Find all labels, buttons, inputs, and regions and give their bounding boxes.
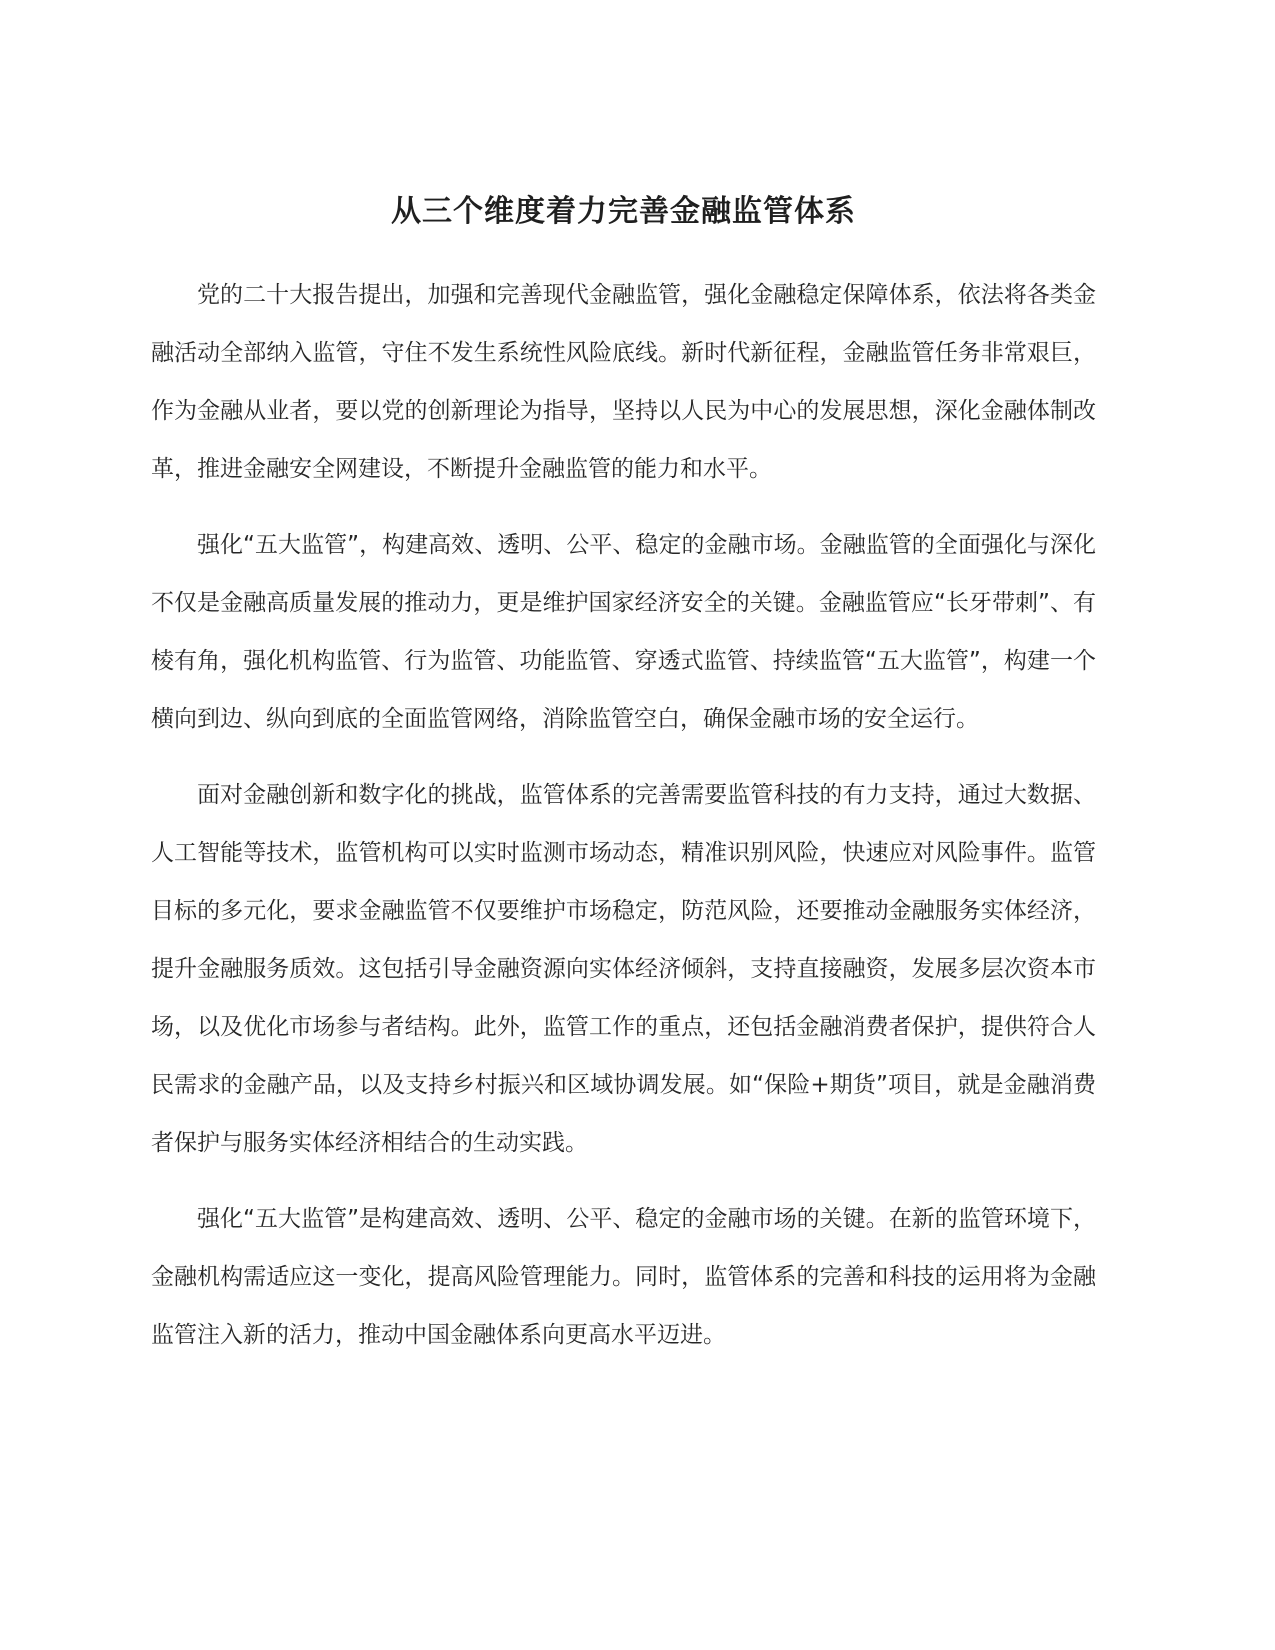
- paragraph-3: 面对金融创新和数字化的挑战，监管体系的完善需要监管科技的有力支持，通过大数据、人工智能等技术，监管机构可以实时监测市场动态，精准识别风险，快速应对风险事件。监管目标的多元化，要求金融监管不仅要维护市场稳定，防范风险，还要推动金融服务实体经济，提升金融服务质效。这包括引导金融资源向实体经济倾斜，支持直接融资，发展多层次资本市场，以及优化市场参与者结构。此外，监管工作的重点，还包括金融消费者保护，提供符合人民需求的金融产品，以及支持乡村振兴和区域协调发展。如“保险+期货”项目，就是金融消费者保护与服务实体经济相结合的生动实践。: [151, 782, 1096, 1156]
- paragraph-4: 强化“五大监管”是构建高效、透明、公平、稳定的金融市场的关键。在新的监管环境下，金融机构需适应这一变化，提高风险管理能力。同时，监管体系的完善和科技的运用将为金融监管注入新的活力，推动中国金融体系向更高水平迈进。: [151, 1206, 1096, 1348]
- paragraph-2: 强化“五大监管”，构建高效、透明、公平、稳定的金融市场。金融监管的全面强化与深化不仅是金融高质量发展的推动力，更是维护国家经济安全的关键。金融监管应“长牙带刺”、有棱有角，强化机构监管、行为监管、功能监管、穿透式监管、持续监管“五大监管”，构建一个横向到边、纵向到底的全面监管网络，消除监管空白，确保金融市场的安全运行。: [151, 532, 1096, 732]
- document-body: [151, 188, 1096, 1382]
- paragraph-1: 党的二十大报告提出，加强和完善现代金融监管，强化金融稳定保障体系，依法将各类金融活动全部纳入监管，守住不发生系统性风险底线。新时代新征程，金融监管任务非常艰巨，作为金融从业者，要以党的创新理论为指导，坚持以人民为中心的发展思想，深化金融体制改革，推进金融安全网建设，不断提升金融监管的能力和水平。: [151, 282, 1096, 482]
- document-title: 从三个维度着力完善金融监管体系: [391, 194, 856, 229]
